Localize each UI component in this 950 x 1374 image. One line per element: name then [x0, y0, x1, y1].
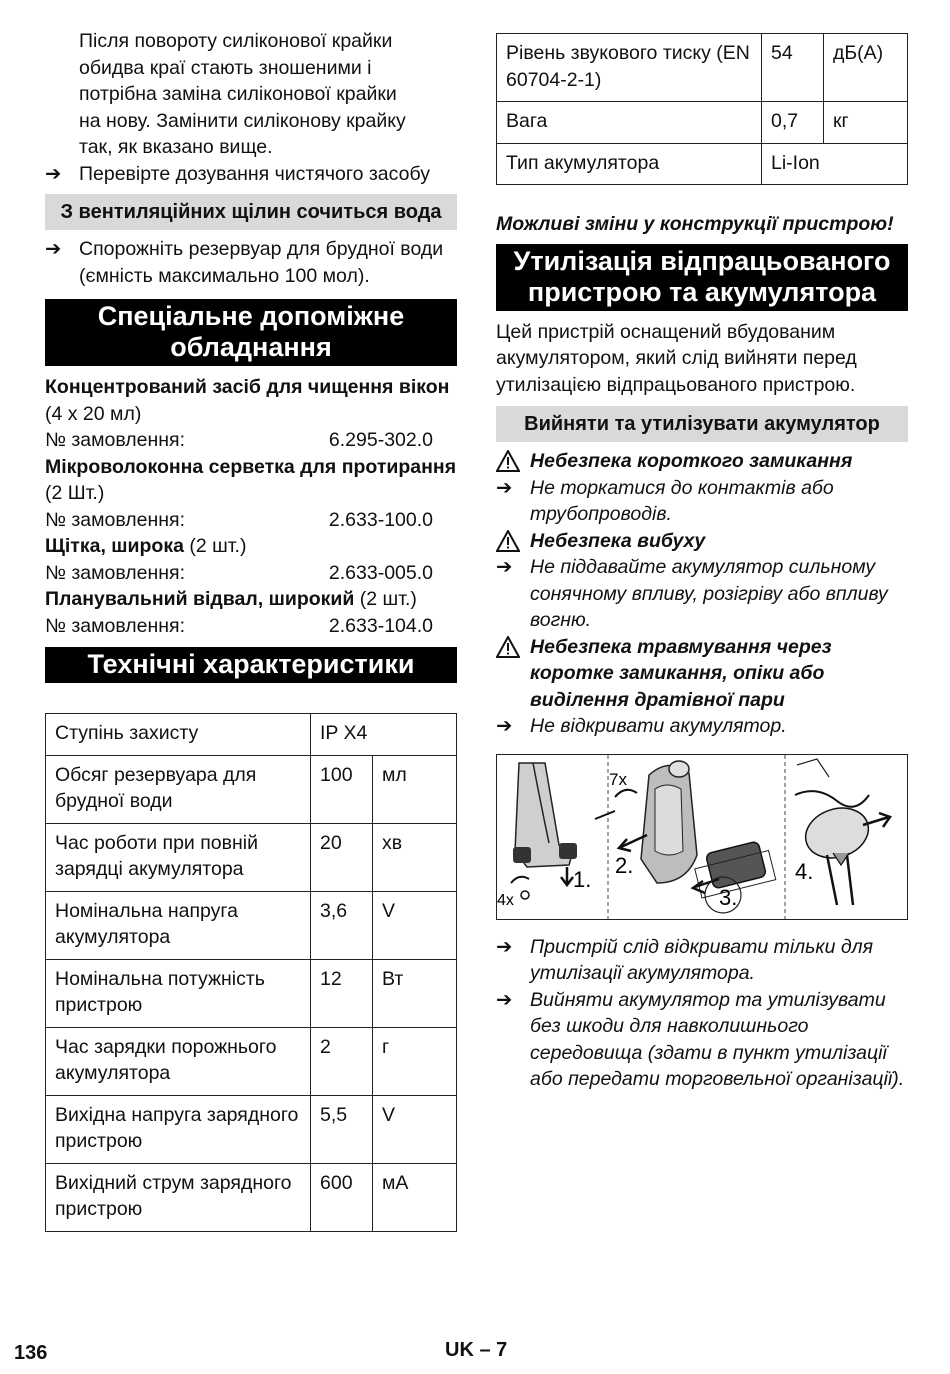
spec-unit: Вт: [373, 959, 457, 1027]
spec-label: Вага: [497, 102, 762, 144]
spec-unit: V: [373, 1095, 457, 1163]
arrow-right-icon: ➔: [45, 238, 62, 260]
order-label: № замовлення:: [45, 429, 186, 451]
spec-unit: мА: [373, 1163, 457, 1231]
screw-count-label: 7x: [609, 769, 627, 789]
accessory-qty: (2 шт.): [354, 588, 417, 610]
spec-value: 3,6: [311, 891, 373, 959]
intro-line: потрібна заміна силіконової крайки: [79, 83, 397, 105]
screw-count-label: 4x: [497, 891, 514, 909]
accessories-heading: Спеціальне допоміжне обладнання: [45, 299, 457, 366]
tech-specs-heading: Технічні характеристики: [45, 647, 457, 683]
spec-value: IP X4: [311, 714, 457, 756]
intro-line: так, як вказано вище.: [79, 136, 273, 158]
spec-row: [497, 143, 908, 185]
accessory-qty: (2 шт.): [183, 535, 247, 557]
spec-label: Час зарядки порожнього акумулятора: [46, 1027, 311, 1095]
vent-step: [45, 236, 457, 289]
check-dosage-step: [45, 161, 457, 188]
left-column: [45, 28, 457, 1232]
spec-label: Ступінь захисту: [46, 714, 311, 756]
step-label: 1.: [573, 866, 592, 892]
battery-removal-illustration: [496, 754, 908, 920]
spec-label: Тип акумулятора: [497, 143, 762, 185]
final-step: ➔ Вийняти акумулятор та утилізувати без шкоди для навколишнього середовища (здати в пункт утилізації або передати торговельної організації).: [496, 988, 905, 1090]
accessory-name: Мікроволоконна серветка для протирання: [45, 455, 457, 478]
warning-block: [496, 528, 908, 634]
disposal-heading: Утилізація відпрацьованого пристрою та акумулятора: [496, 244, 908, 311]
order-label: № замовлення:: [45, 561, 186, 584]
accessory-name: Щітка, широка: [45, 535, 184, 557]
intro-line: на нову. Замінити силіконову крайку: [79, 109, 406, 132]
spec-row: [46, 891, 457, 959]
spec-row: [46, 1027, 457, 1095]
warning-title: Небезпека короткого замикання: [496, 448, 908, 475]
spec-label: Обсяг резервуара для брудної води: [46, 755, 311, 823]
warning-block: [496, 448, 908, 528]
tech-specs-table-continued: [496, 33, 908, 185]
spec-value: 20: [311, 823, 373, 891]
spec-unit: мл: [373, 755, 457, 823]
disposal-text: Цей пристрій оснащений вбудованим акумулятором, який слід вийняти перед утилізацією відпрацьованого пристрою.: [496, 320, 857, 396]
spec-label: Вихідна напруга зарядного пристрою: [46, 1095, 311, 1163]
spec-row: [497, 102, 908, 144]
arrow-right-icon: ➔: [496, 476, 513, 499]
warning-triangle-icon: [496, 450, 520, 472]
arrow-right-icon: ➔: [496, 715, 513, 737]
check-dosage-text: Перевірте дозування чистячого засобу: [79, 162, 430, 185]
warning-triangle-icon: [496, 530, 520, 552]
warning-block: [496, 634, 908, 740]
accessory-qty: (2 Шт.): [45, 482, 105, 504]
vent-heading: З вентиляційних щілин сочиться вода: [45, 194, 457, 230]
spec-label: Номінальна потужність пристрою: [46, 959, 311, 1027]
spec-label: Рівень звукового тиску (EN 60704-2-1): [497, 34, 762, 102]
spec-row: [497, 34, 908, 102]
spec-value: 54: [762, 34, 824, 102]
warning-step: ➔ Не піддавайте акумулятор сильному сонячному впливу, розігріву або впливу вогню.: [496, 556, 888, 631]
final-step: ➔ Пристрій слід відкривати тільки для утилізації акумулятора.: [496, 935, 874, 984]
spec-unit: кг: [824, 102, 908, 144]
spec-value: 2: [311, 1027, 373, 1095]
section-label: UK – 7: [445, 1339, 508, 1361]
spec-unit: г: [373, 1027, 457, 1095]
intro-line: обидва краї стають зношеними і: [79, 56, 372, 79]
spec-row: [46, 755, 457, 823]
accessory-item: [45, 374, 457, 454]
spec-unit: дБ(A): [824, 34, 908, 102]
page-number: 136: [14, 1342, 48, 1364]
spec-row: [46, 959, 457, 1027]
right-column: [496, 33, 908, 1093]
order-number: 2.633-100.0: [328, 508, 433, 531]
spec-value: 100: [311, 755, 373, 823]
warning-step: ➔ Не відкривати акумулятор.: [496, 713, 908, 740]
spec-row: [46, 1163, 457, 1231]
spec-row: [46, 823, 457, 891]
intro-paragraph: [45, 28, 457, 161]
spec-value: Li-Ion: [762, 143, 908, 185]
accessory-item: [45, 454, 457, 534]
spec-label: Вихідний струм зарядного пристрою: [46, 1163, 311, 1231]
warning-triangle-icon: [496, 636, 520, 658]
spec-label: Час роботи при повній зарядці акумулятора: [46, 823, 311, 891]
intro-line: Після повороту силіконової крайки: [79, 30, 393, 52]
tech-specs-table: [45, 713, 457, 1232]
order-label: № замовлення:: [45, 614, 186, 637]
spec-value: 0,7: [762, 102, 824, 144]
order-number: 6.295-302.0: [328, 429, 433, 451]
accessory-item: [45, 586, 457, 639]
accessory-qty: (4 x 20 мл): [45, 402, 142, 425]
warning-title: Небезпека вибуху: [496, 528, 908, 555]
step-label: 3.: [719, 884, 738, 910]
arrow-right-icon: ➔: [496, 935, 513, 958]
accessory-name: Планувальний відвал, широкий: [45, 588, 355, 610]
spec-unit: хв: [373, 823, 457, 891]
design-changes-note: Можливі зміни у конструкції пристрою!: [496, 213, 894, 235]
spec-unit: V: [373, 891, 457, 959]
step-label: 2.: [615, 852, 634, 878]
warning-step: ➔ Не торкатися до контактів або трубопроводів.: [496, 476, 834, 525]
order-label: № замовлення:: [45, 508, 186, 531]
remove-battery-heading: Вийняти та утилізувати акумулятор: [496, 406, 908, 442]
spec-label: Номінальна напруга акумулятора: [46, 891, 311, 959]
accessory-name: Концентрований засіб для чищення вікон: [45, 376, 450, 398]
vent-step-text: Спорожніть резервуар для брудної води (ємність максимально 100 мол).: [79, 238, 444, 287]
spec-value: 5,5: [311, 1095, 373, 1163]
arrow-right-icon: ➔: [496, 556, 513, 578]
step-label: 4.: [795, 858, 814, 884]
arrow-right-icon: ➔: [496, 988, 513, 1011]
battery-removal-drawing: [497, 755, 893, 919]
spec-value: 600: [311, 1163, 373, 1231]
order-number: 2.633-104.0: [328, 614, 433, 637]
spec-value: 12: [311, 959, 373, 1027]
spec-row: [46, 1095, 457, 1163]
warning-title: Небезпека травмування через коротке замикання, опіки або виділення дратівної пари: [496, 634, 908, 714]
spec-row: [46, 714, 457, 756]
accessory-item: [45, 533, 457, 586]
order-number: 2.633-005.0: [328, 561, 433, 584]
arrow-right-icon: ➔: [45, 162, 62, 185]
